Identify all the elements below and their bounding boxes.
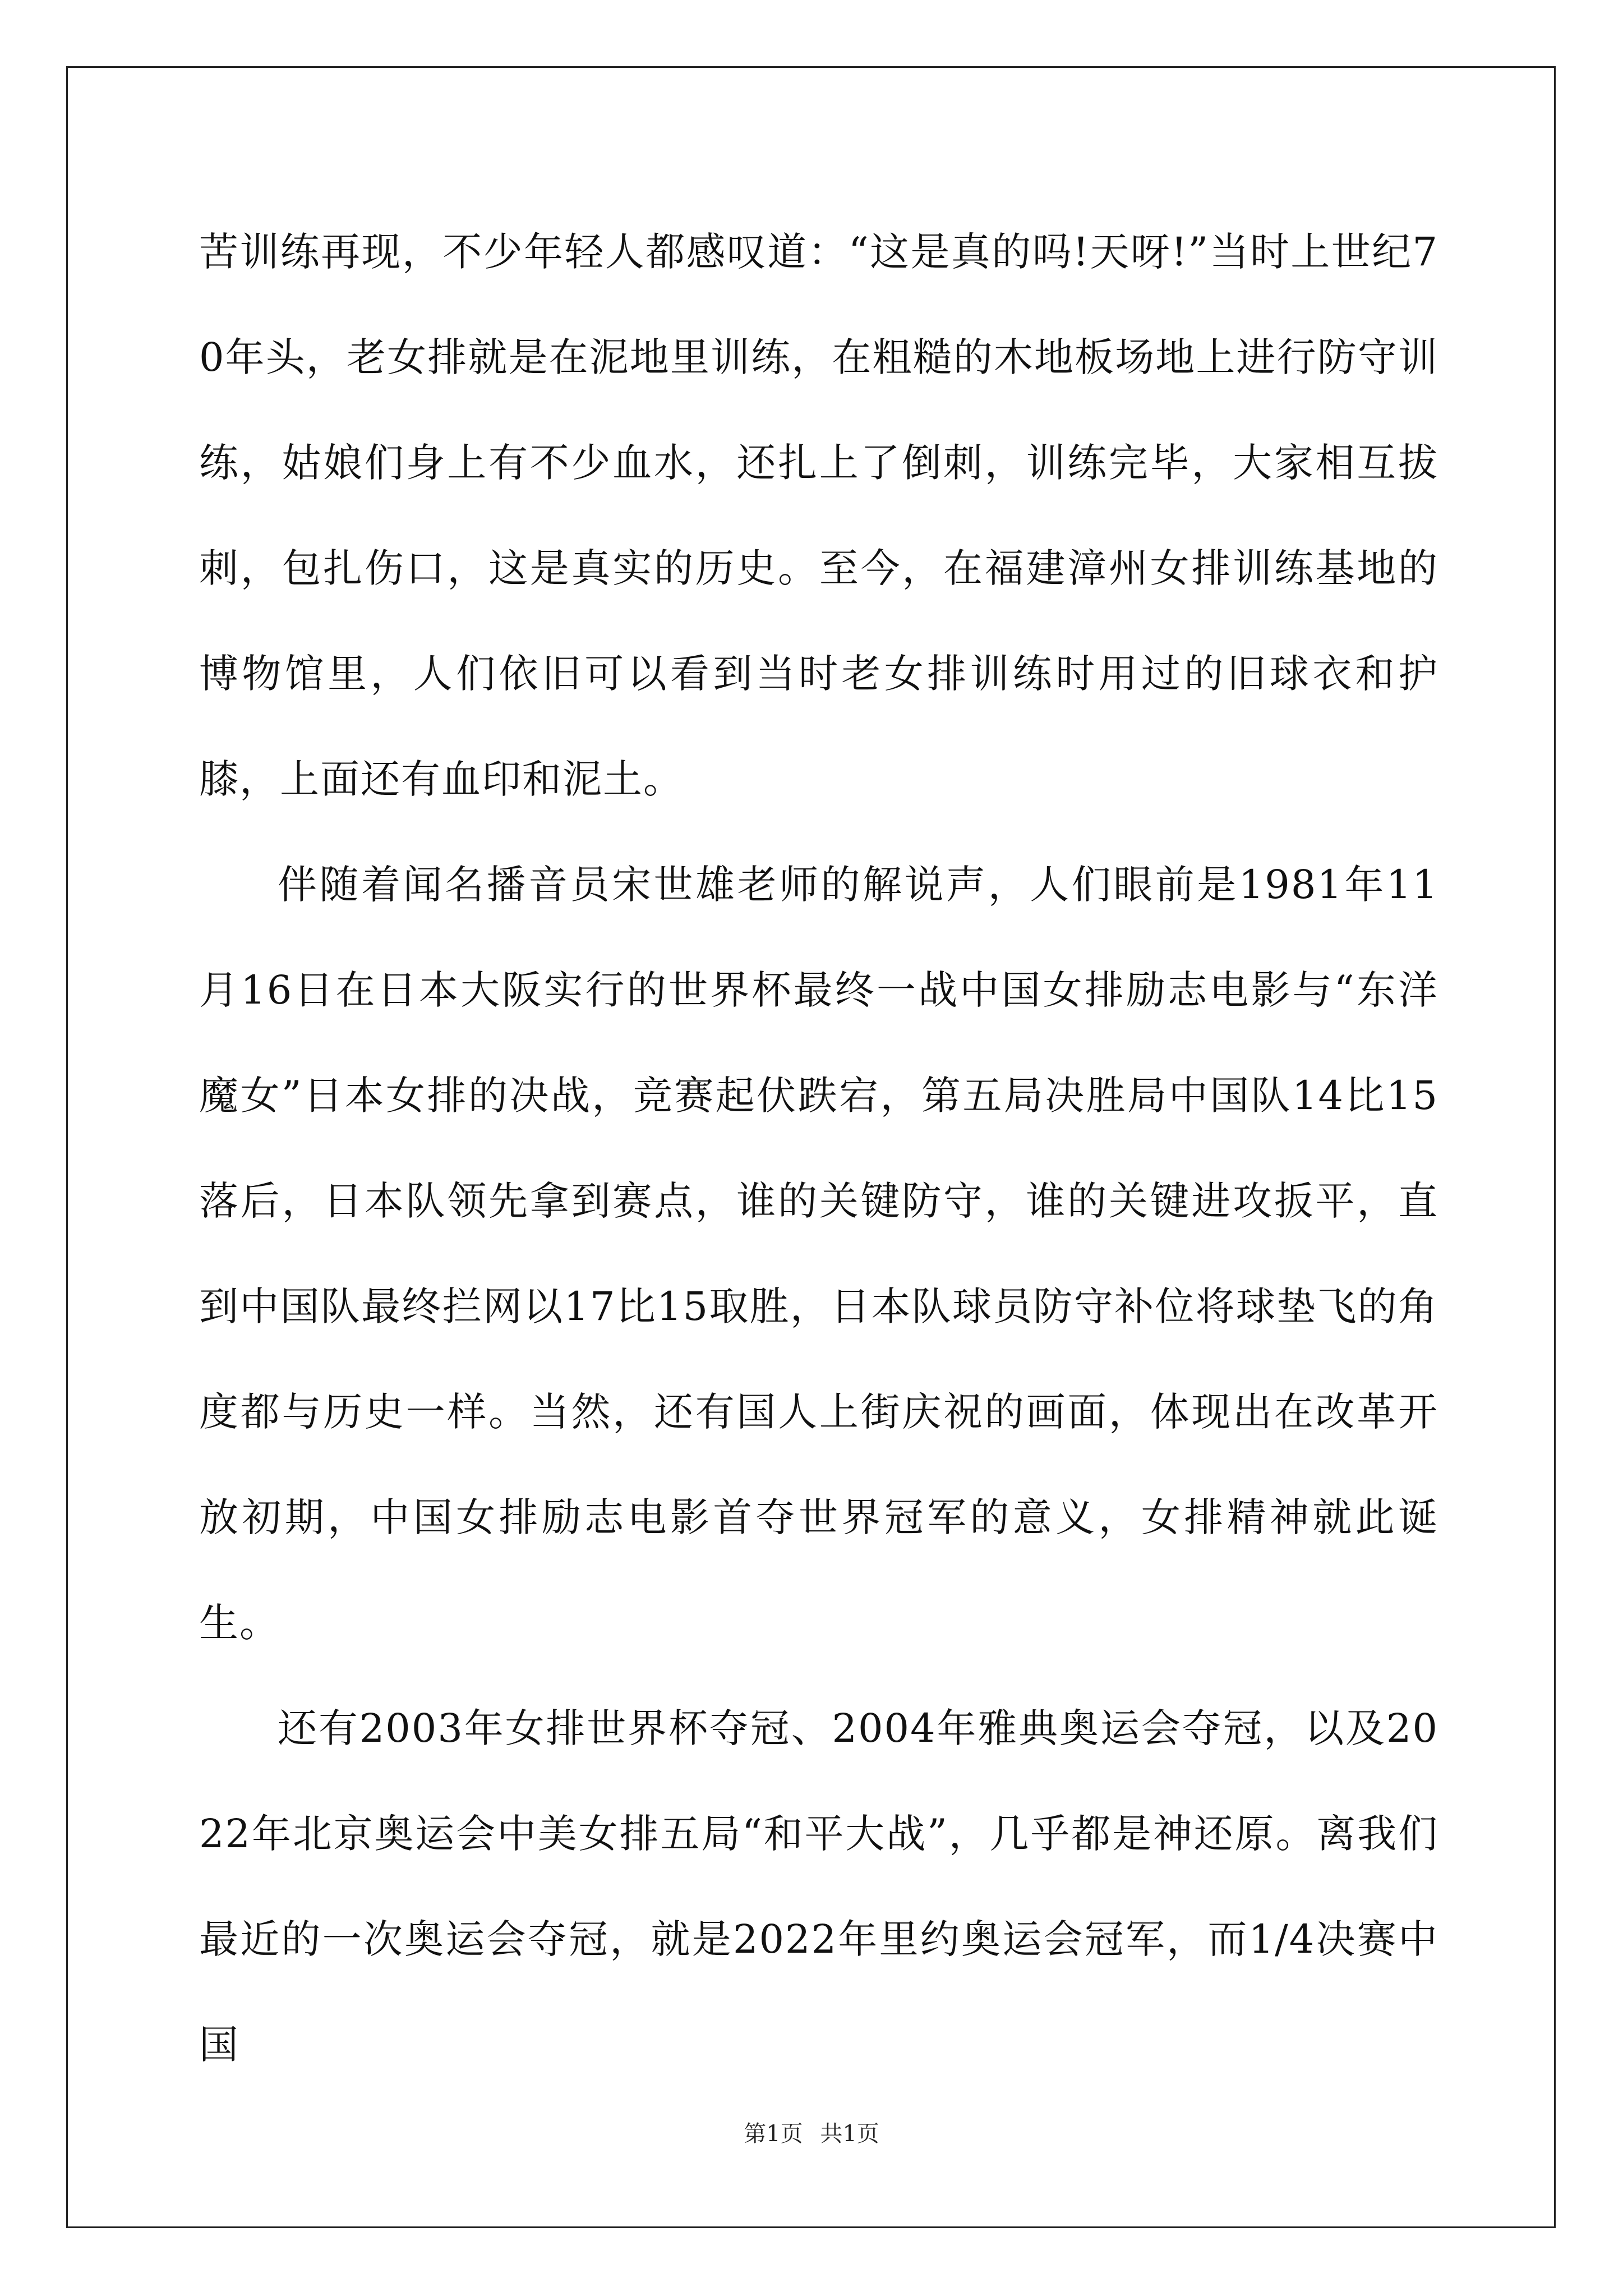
paragraph-2: 伴随着闻名播音员宋世雄老师的解说声，人们眼前是1981年11月16日在日本大阪实行的世界杯最终一战中国女排励志电影与“东洋魔女”日本女排的决战，竞赛起伏跌宕，第五局决胜局中国队14比15落后，日本队领先拿到赛点，谁的关键防守，谁的关键进攻扳平，直到中国队最终拦网以17比15取胜，日本队球员防守补位将球垫飞的角度都与历史一样。当然，还有国人上街庆祝的画面，体现出在改革开放初期，中国女排励志电影首夺世界冠军的意义，女排精神就此诞生。 — [199, 862, 1438, 1646]
paragraph-3: 还有2003年女排世界杯夺冠、2004年雅典奥运会夺冠，以及2022年北京奥运会中美女排五局“和平大战”，几乎都是神还原。离我们最近的一次奥运会夺冠，就是2022年里约奥运会冠军，而1/4决赛中国 — [199, 1705, 1438, 2068]
page-footer: 第1页 共1页 — [744, 2121, 879, 2147]
document-body — [199, 199, 1438, 2097]
paragraph-1: 苦训练再现，不少年轻人都感叹道：“这是真的吗!天呀!”当时上世纪70年头，老女排就是在泥地里训练，在粗糙的木地板场地上进行防守训练，姑娘们身上有不少血水，还扎上了倒刺，训练完毕，大家相互拔刺，包扎伤口，这是真实的历史。至今，在福建漳州女排训练基地的博物馆里，人们依旧可以看到当时老女排训练时用过的旧球衣和护膝，上面还有血印和泥土。 — [199, 229, 1438, 802]
